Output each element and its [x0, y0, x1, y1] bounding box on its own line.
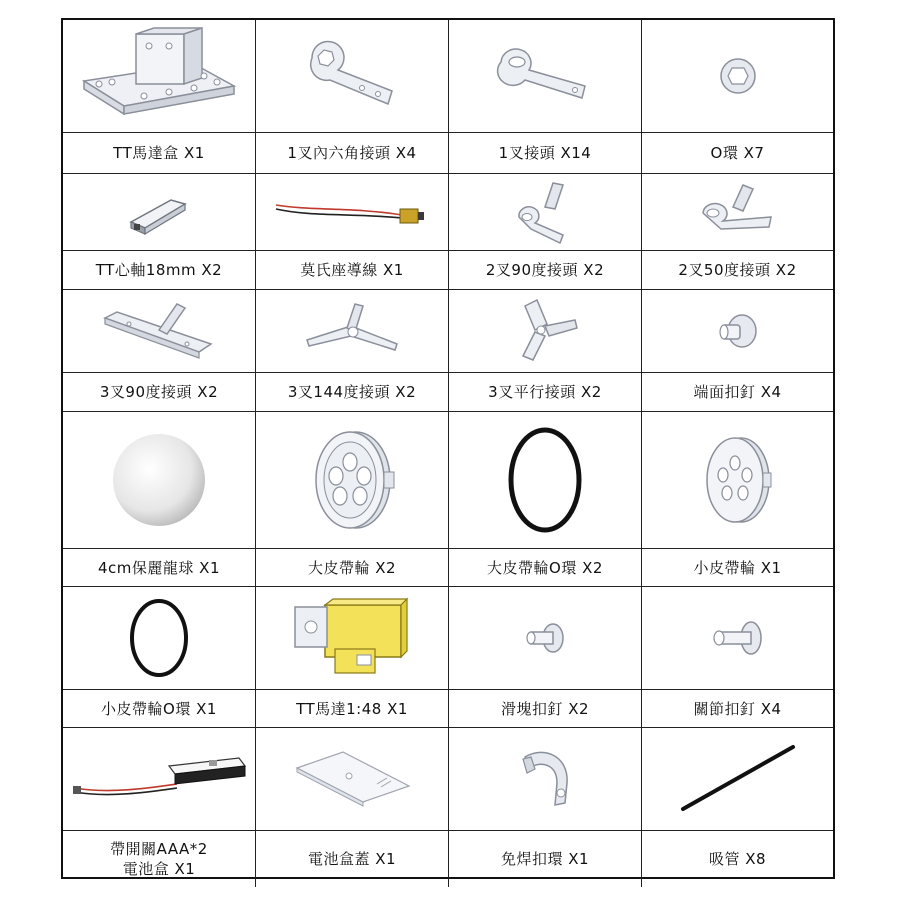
cell-image-wire [256, 174, 449, 251]
part-label: 4cm保麗龍球 X1 [98, 558, 220, 577]
part-label: 大皮帶輪O環 X2 [487, 558, 603, 577]
cell-label [63, 251, 256, 290]
cell-image-straw [642, 728, 833, 831]
cell-image-three-fork-90 [63, 290, 256, 373]
cell-label [449, 373, 642, 412]
cell-image-large-pulley [256, 412, 449, 549]
cell-image-small-belt-ring [63, 587, 256, 690]
three-fork-90-icon [99, 296, 219, 366]
wire-icon [272, 187, 432, 237]
cell-label [63, 831, 256, 887]
cell-image-tt-motor [256, 587, 449, 690]
cell-image-two-fork-50 [642, 174, 833, 251]
cell-image-clip-ring [449, 728, 642, 831]
cell-label [63, 133, 256, 174]
two-fork-50-icon [693, 177, 783, 247]
part-label: O環 X7 [710, 144, 765, 162]
straw-icon [673, 739, 803, 819]
cell-image-slider-pin [449, 587, 642, 690]
cell-image-two-fork-90 [449, 174, 642, 251]
cell-image-battery-box [63, 728, 256, 831]
cell-image-shaft [63, 174, 256, 251]
cell-image-fork [449, 20, 642, 133]
foam-ball-icon [104, 425, 214, 535]
part-label: 大皮帶輪 X2 [307, 558, 397, 577]
cell-label [642, 251, 833, 290]
part-label: 電池盒蓋 X1 [307, 850, 397, 868]
three-fork-parallel-icon [505, 296, 585, 366]
cell-label [449, 690, 642, 728]
part-label: 3叉平行接頭 X2 [488, 383, 602, 401]
part-label: 2叉90度接頭 X2 [485, 261, 605, 279]
cell-label [256, 549, 449, 587]
cell-image-foam-ball [63, 412, 256, 549]
cell-label [642, 133, 833, 174]
cell-label [449, 133, 642, 174]
cell-image-three-fork-parallel [449, 290, 642, 373]
part-label: 滑塊扣釘 X2 [500, 699, 590, 718]
cell-label [449, 831, 642, 887]
cell-image-three-fork-144 [256, 290, 449, 373]
part-label: 小皮帶輪O環 X1 [101, 699, 217, 718]
part-label: TT馬達1:48 X1 [296, 699, 408, 718]
part-label [110, 839, 208, 879]
fork-connector-icon [485, 36, 605, 116]
battery-cover-icon [287, 744, 417, 814]
cell-label [642, 831, 833, 887]
part-label: TT馬達盒 X1 [113, 144, 205, 162]
three-fork-144-icon [297, 296, 407, 366]
o-ring-icon [708, 46, 768, 106]
part-label: 小皮帶輪 X1 [693, 558, 782, 577]
part-label: 3叉144度接頭 X2 [287, 383, 417, 401]
part-label: 吸管 X8 [708, 850, 767, 868]
tt-motor-icon [287, 593, 417, 683]
cell-label [63, 549, 256, 587]
part-label: 1叉接頭 X14 [498, 144, 592, 162]
large-pulley-icon [302, 420, 402, 540]
cell-image-end-pin [642, 290, 833, 373]
end-pin-icon [708, 301, 768, 361]
cell-image-small-pulley [642, 412, 833, 549]
cell-label [642, 690, 833, 728]
shaft-icon [119, 182, 199, 242]
joint-pin-icon [703, 608, 773, 668]
tt-motor-box-icon [74, 26, 244, 126]
parts-table [61, 18, 835, 879]
part-label: 莫氏座導線 X1 [300, 261, 404, 279]
battery-box-icon [69, 744, 249, 814]
clip-ring-icon [505, 739, 585, 819]
part-label: TT心軸18mm X2 [95, 261, 223, 279]
part-label-line: 帶開關AAA*2 [110, 840, 208, 858]
part-label: 關節扣釘 X4 [693, 699, 782, 718]
small-pulley-icon [693, 425, 783, 535]
cell-label [256, 373, 449, 412]
cell-image-large-belt-ring [449, 412, 642, 549]
cell-image-tt-motor-box [63, 20, 256, 133]
part-label: 2叉50度接頭 X2 [678, 261, 797, 279]
cell-image-o-ring [642, 20, 833, 133]
part-label: 免焊扣環 X1 [500, 850, 590, 868]
cell-label [449, 251, 642, 290]
two-fork-90-icon [505, 177, 585, 247]
cell-label [63, 373, 256, 412]
cell-label [256, 133, 449, 174]
part-label: 端面扣釘 X4 [693, 383, 782, 401]
cell-image-joint-pin [642, 587, 833, 690]
cell-label [256, 831, 449, 887]
cell-label [256, 690, 449, 728]
cell-label [642, 549, 833, 587]
cell-label [449, 549, 642, 587]
cell-image-hex-fork [256, 20, 449, 133]
part-label: 3叉90度接頭 X2 [99, 383, 219, 401]
part-label: 1叉內六角接頭 X4 [287, 144, 417, 162]
large-belt-ring-icon [495, 420, 595, 540]
cell-label [63, 690, 256, 728]
cell-image-battery-cover [256, 728, 449, 831]
small-belt-ring-icon [119, 593, 199, 683]
cell-label [642, 373, 833, 412]
slider-pin-icon [515, 608, 575, 668]
hex-fork-connector-icon [292, 36, 412, 116]
cell-label [256, 251, 449, 290]
part-label-line: 電池盒 X1 [122, 860, 196, 878]
